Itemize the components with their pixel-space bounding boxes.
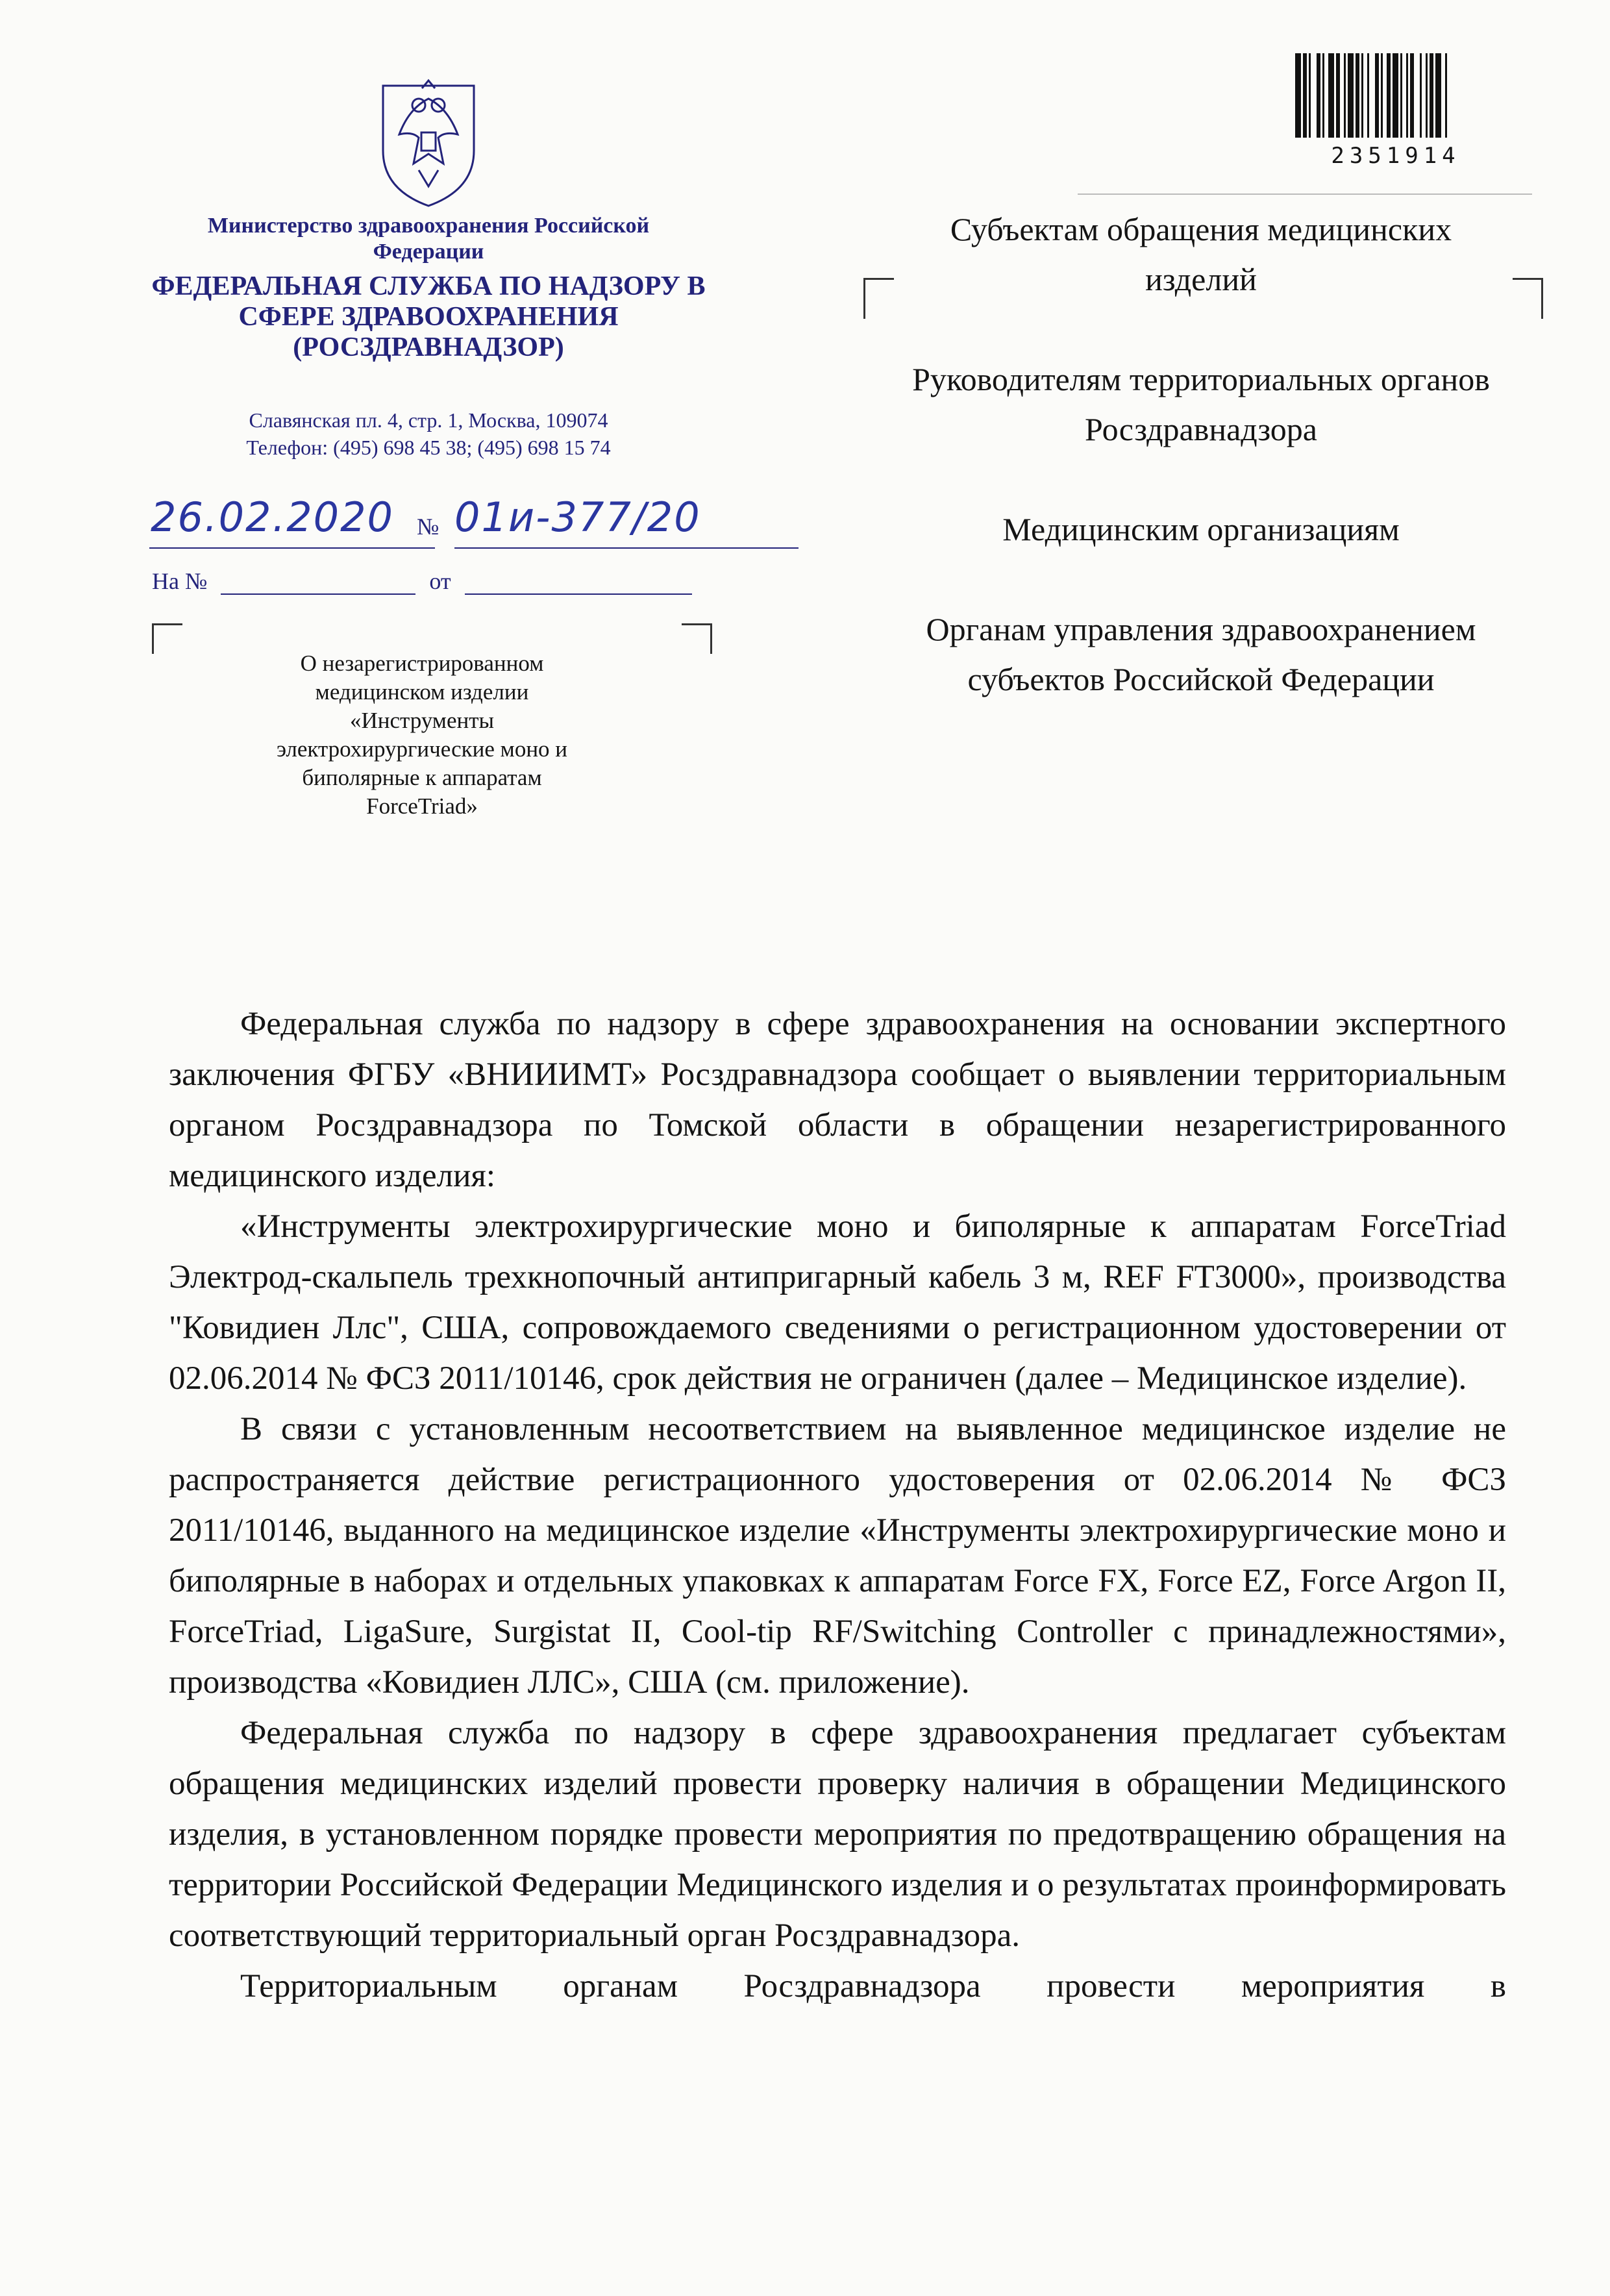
barcode-bar	[1317, 53, 1320, 138]
subject-bracket-right	[682, 623, 712, 654]
addressee-bracket-right	[1513, 278, 1543, 319]
reply-date-blank	[465, 574, 692, 595]
addressee: Субъектам обращения медицинских изделий	[950, 211, 1452, 297]
body-paragraph: Территориальным органам Росздравнадзора провести мероприятия в	[240, 1968, 1506, 2004]
barcode-bar	[1381, 53, 1383, 138]
addressee: Органам управления здравоохранением субъектов Российской Федерации	[926, 611, 1476, 697]
barcode-bar	[1303, 53, 1307, 138]
barcode-bar	[1387, 53, 1391, 138]
barcode-bar	[1420, 53, 1422, 138]
barcode-bar	[1295, 53, 1301, 138]
barcode-bar	[1367, 53, 1369, 138]
registration-date: 26.02.2020	[151, 493, 394, 541]
registration-underline	[149, 545, 811, 552]
body-paragraph: Федеральная служба по надзору в сфере здравоохранения предлагает субъектам обращения медицинских изделий провести проверку наличия в обращении Медицинского изделия, в установленном порядке провести мероприятия по предотвращению обращения на территории Российской Федерации Медицинского изделия и о результатах проинформировать соответствующий территориальный орган Росздравнадзора.	[169, 1715, 1506, 1954]
registration-number: 01и-377/20	[454, 493, 701, 541]
barcode-bar	[1430, 53, 1433, 138]
addressee: Медицинским организациям	[1002, 511, 1400, 547]
barcode-bar	[1348, 53, 1354, 138]
barcode-bar	[1375, 53, 1379, 138]
addressee: Руководителям территориальных органов Росздравнадзора	[912, 361, 1490, 447]
phone-line: Телефон: (495) 698 45 38; (495) 698 15 74	[246, 436, 611, 459]
russian-coat-of-arms-icon	[373, 73, 484, 209]
from-label: от	[429, 568, 451, 594]
addressee-bracket-left	[863, 278, 894, 319]
address-line: Славянская пл. 4, стр. 1, Москва, 109074	[249, 408, 608, 432]
barcode-bar	[1344, 53, 1346, 138]
barcode-bar	[1393, 53, 1398, 138]
barcode-bar	[1322, 53, 1324, 138]
body-paragraph: В связи с установленным несоответствием на выявленное медицинское изделие не распространяется действие регистрационного удостоверения от 02.06.2014 № ФСЗ 2011/10146, выданного на медицинское изделие «Инструменты электрохирургические моно и биполярные в наборах и отдельных упаковках к аппаратам Force FX, Force EZ, Force Argon II, ForceTriad, LigaSure, Surgistat II, Cool-tip RF/Switching Controller с принадлежностями», производства «Ковидиен ЛЛС», США (см. приложение).	[169, 1411, 1506, 1701]
body-paragraph: Федеральная служба по надзору в сфере здравоохранения на основании экспертного заключения ФГБУ «ВНИИИМТ» Росздравнадзора сообщает о выявлении территориальным органом Росздравнадзора по Томской области в обращении незарегистрированного медицинского изделия:	[169, 1006, 1506, 1194]
barcode-bar	[1435, 53, 1441, 138]
addressee-list	[909, 205, 1493, 755]
service-name: ФЕДЕРАЛЬНАЯ СЛУЖБА ПО НАДЗОРУ В СФЕРЕ ЗДРАВООХРАНЕНИЯ (РОСЗДРАВНАДЗОР)	[151, 271, 706, 362]
barcode-bar	[1410, 53, 1414, 138]
barcode-bar	[1400, 53, 1402, 138]
barcode-number: 2351914	[1331, 143, 1461, 169]
subject-bracket-left	[152, 623, 182, 654]
reply-number-blank	[221, 574, 415, 595]
sender-address	[156, 406, 701, 461]
barcode-bar	[1406, 53, 1408, 138]
ministry-name: Министерство здравоохранения Российской Федерации	[207, 214, 650, 264]
barcode-bar	[1426, 53, 1428, 138]
letter-subject: О незарегистрированном медицинском изделии «Инструменты электрохирургические моно и биполярные к аппаратам ForceTriad»	[276, 651, 568, 819]
divider	[1078, 193, 1532, 195]
number-sign: №	[417, 514, 440, 540]
reply-to-label: На №	[152, 568, 208, 594]
reply-reference	[152, 568, 692, 595]
barcode-bar	[1328, 53, 1334, 138]
body-paragraph: «Инструменты электрохирургические моно и биполярные к аппаратам ForceTriad Электрод-скальпель трехкнопочный антипригарный кабель 3 м, REF FT3000», производства "Ковидиен Ллс", США, сопровождаемого сведениями о регистрационном удостоверении от 02.06.2014 № ФСЗ 2011/10146, срок действия не ограничен (далее – Медицинское изделие).	[169, 1208, 1506, 1397]
barcode	[1295, 53, 1490, 138]
barcode-bar	[1445, 53, 1447, 138]
barcode-bar	[1336, 53, 1340, 138]
letter-body	[169, 999, 1506, 2012]
barcode-bar	[1356, 53, 1359, 138]
barcode-bar	[1309, 53, 1311, 138]
barcode-bar	[1361, 53, 1363, 138]
